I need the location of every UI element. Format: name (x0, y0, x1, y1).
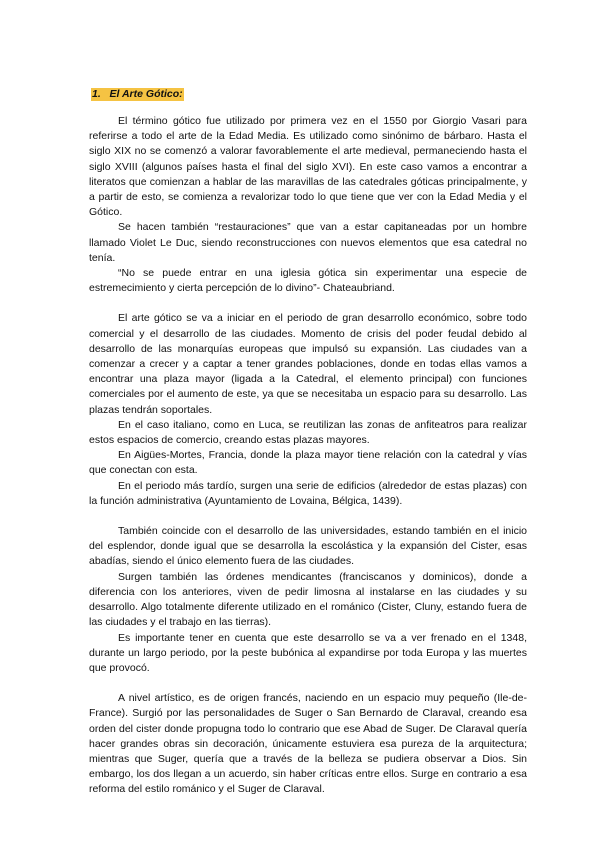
paragraph: Se hacen también “restauraciones” que van a estar capitaneadas por un hombre llamado Violet Le Duc, siendo reconstrucciones con nuevos elementos que esa catedral no tenía. (89, 221, 527, 264)
paragraph: A nivel artístico, es de origen francés, naciendo en un espacio muy pequeño (Ile-de-France). Surgió por las personalidades de Suger o San Bernardo de Claraval, creando esa orden del cister donde propugna todo lo contrario que ese Abad de Suger. De Claraval quería hacer grandes obras sin decoración, únicamente estuviera esa pureza de la arquitectura; mientras que Suger, quería que a través de la belleza se pudiera observar a Dios. Sin embargo, los dos llegan a un acuerdo, sin haber críticas entre ellos. Surge en contrario a esa reforma del estilo románico y el Suger de Claraval. (89, 692, 527, 796)
paragraph: El término gótico fue utilizado por primera vez en el 1550 por Giorgio Vasari para referirse a todo el arte de la Edad Media. Es utilizado como sinónimo de bárbaro. Hasta el siglo XIX no se comenzó a valorar favorablemente el arte medieval, permaneciendo hasta el siglo XVIII (algunos países hasta el final del siglo XVI). En este caso vamos a encontrar a literatos que comienzan a hablar de las maravillas de las catedrales góticas principalmente, y a partir de esto, se comienza a revalorizar todo lo que tiene que ver con la Edad Media y el Gótico. (89, 115, 527, 219)
paragraph: Es importante tener en cuenta que este desarrollo se va a ver frenado en el 1348, durante un largo periodo, por la peste bubónica al expandirse por toda Europa y las muertes que provocó. (89, 631, 527, 674)
paragraph: En el caso italiano, como en Luca, se reutilizan las zonas de anfiteatros para realizar estos espacios de comercio, creando estas plazas mayores. (89, 418, 527, 447)
quote-paragraph: “No se puede entrar en una iglesia gótica sin experimentar una especie de estremecimiento y cierta percepción de lo divino”- Chateaubriand. (89, 267, 527, 295)
paragraph: También coincide con el desarrollo de las universidades, estando también en el inicio del esplendor, donde igual que se desarrolla la escolástica y la expansión del Cister, esas abadías, siendo el único elemento fuera de las ciudades. (89, 525, 527, 568)
paragraph: En Aigües-Mortes, Francia, donde la plaza mayor tiene relación con la catedral y vías que conectan con esta. (89, 449, 527, 477)
heading-number: 1. (92, 88, 101, 100)
document-body (89, 114, 527, 798)
paragraph: En el periodo más tardío, surgen una serie de edificios (alrededor de estas plazas) con la función administrativa (Ayuntamiento de Lovaina, Bélgica, 1439). (89, 479, 527, 507)
paragraph: El arte gótico se va a iniciar en el periodo de gran desarrollo económico, sobre todo comercial y el desarrollo de las ciudades. Momento de crisis del poder feudal debido al desarrollo de las monarquías europeas que impulsó su expansión. Las ciudades van a comenzar a crecer y a captar a tener grandes poblaciones, donde en todas ellas vamos a encontrar una plaza mayor (ligada a la Catedral, el elemento principal) con funciones comerciales por el aumento de este, ya que se necesitaba un espacio para su desarrollo. Las plazas tendrán soportales. (89, 312, 527, 416)
section-heading (91, 88, 184, 101)
paragraph: Surgen también las órdenes mendicantes (franciscanos y dominicos), donde a diferencia con los anteriores, viven de pedir limosna al instalarse en las ciudades y su desarrollo. Algo totalmente diferente utilizado en el románico (Cister, Cluny, estando fuera de las ciudades y el trabajo en las tierras). (89, 570, 527, 629)
heading-title: El Arte Gótico: (109, 88, 183, 100)
